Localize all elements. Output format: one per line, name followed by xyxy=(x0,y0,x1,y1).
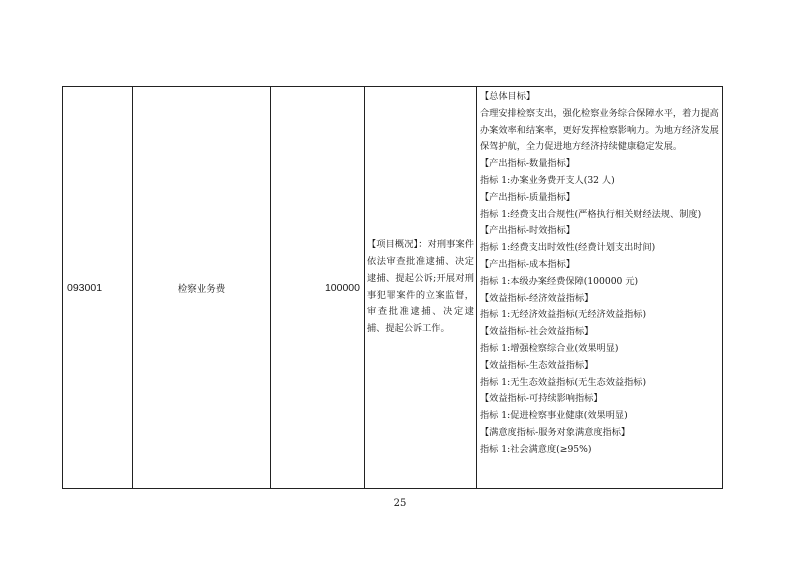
goal-text: 指标 1:经费支出合规性(严格执行相关财经法规、制度) xyxy=(480,208,702,220)
goal-text: 指标 1:无生态效益指标(无生态效益指标) xyxy=(480,376,647,388)
goal-heading: 【总体目标】 xyxy=(480,91,536,102)
project-name-cell: 检察业务费 xyxy=(133,87,271,489)
goal-text: 指标 1:增强检察综合业(效果明显) xyxy=(480,342,619,354)
goal-heading: 【产出指标-成本指标】 xyxy=(480,258,575,270)
goal-heading: 【产出指标-质量指标】 xyxy=(480,191,575,203)
goal-heading: 【满意度指标-服务对象满意度指标】 xyxy=(480,426,631,438)
goal-text: 指标 1:社会满意度(≥95%) xyxy=(480,443,592,455)
goal-heading: 【产出指标-时效指标】 xyxy=(480,225,575,237)
performance-goals-cell xyxy=(477,87,723,489)
goal-text: 合理安排检察支出，强化检察业务综合保障水平，着力提高办案效率和结案率，更好发挥检察影响力。为地方经济发展保驾护航，全力促进地方经济持续健康稳定发展。 xyxy=(480,107,719,153)
goal-text: 指标 1:办案业务费开支人(32 人) xyxy=(480,174,615,186)
goal-text: 指标 1:促进检察事业健康(效果明显) xyxy=(480,410,628,422)
goal-heading: 【产出指标-数量指标】 xyxy=(480,158,575,170)
goal-heading: 【效益指标-生态效益指标】 xyxy=(480,359,594,371)
goal-text: 指标 1:无经济效益指标(无经济效益指标) xyxy=(480,309,647,321)
project-code-cell: 093001 xyxy=(63,87,133,489)
project-amount-cell: 100000 xyxy=(271,87,365,489)
page-number: 25 xyxy=(393,498,407,509)
goal-heading: 【效益指标-社会效益指标】 xyxy=(480,326,594,338)
table-row xyxy=(63,87,723,489)
project-overview-cell: 【项目概况】：对刑事案件依法审查批准逮捕、决定逮捕、提起公诉;开展对刑事犯罪案件的立案监督，审查批准逮捕、决定逮捕、提起公诉工作。 xyxy=(365,87,477,489)
goal-heading: 【效益指标-可持续影响指标】 xyxy=(480,393,603,405)
goal-text: 指标 1:本级办案经费保障(100000 元) xyxy=(480,275,639,287)
goal-text: 指标 1:经费支出时效性(经费计划支出时间) xyxy=(480,242,656,254)
goal-heading: 【效益指标-经济效益指标】 xyxy=(480,292,594,304)
project-table xyxy=(62,86,723,489)
